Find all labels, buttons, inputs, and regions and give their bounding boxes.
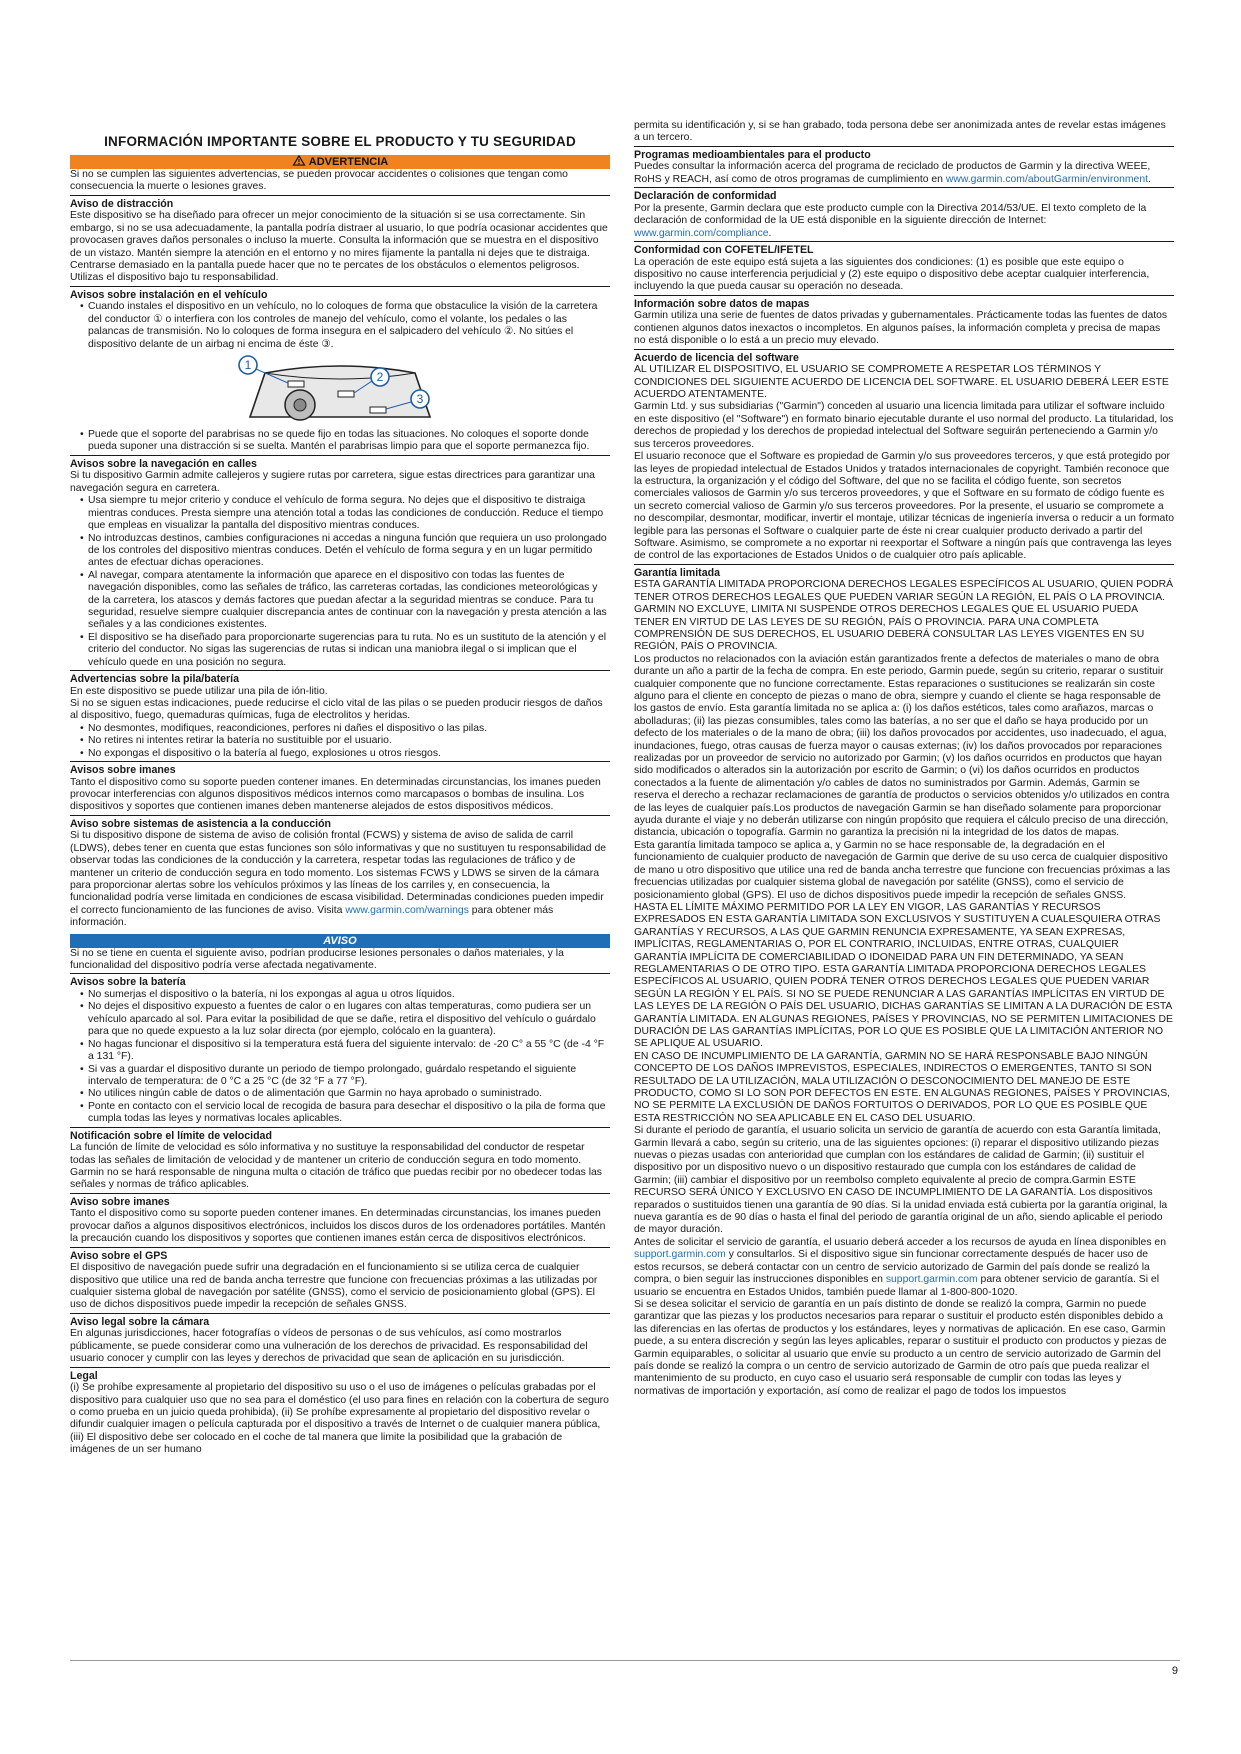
right-column [634,120,1174,1398]
warranty-p4-a: Antes de solicitar el servicio de garantía, el usuario deberá acceder a los recursos de ayuda en línea disponibles en [634,1236,1166,1248]
nav-item: • No introduzcas destinos, cambies configuraciones ni accedas a ninguna función que requiera un uso prolongado de los controles del dispositivo mientras conduces. Detén el vehículo de forma segura y en un lugar permitido antes de efectuar dichas operaciones. [88,533,610,570]
legal-text: (i) Se prohíbe expresamente al propietario del dispositivo su uso o el uso de imágenes o películas grabadas por el dispositivo para cualquier uso que no sea para el doméstico (el uso para fines en relación con la cobertura de seguro o como prueba en un juicio queda prohibida), (ii) Se prohíbe expresamente al propietario del dispositivo revelar o difundir cualquier imagen o película capturada por el dispositivo a través de Internet o de cualquier manera pública, (iii) El dispositivo debe ser colocado en el coche de tal manera que limite la posibilidad que la grabación de imágenes de un ser humano [70,1382,609,1456]
battery-notice-item: • Si vas a guardar el dispositivo durante un periodo de tiempo prolongado, guárdalo respetando el siguiente intervalo de temperatura: de 0 °C a 25 °C (de 32 °F a 77 °F). [88,1064,610,1089]
notice-banner: AVISO [70,934,610,948]
warnings-link[interactable]: www.garmin.com/warnings [345,904,469,916]
license-paragraph-1: Garmin Ltd. y sus subsidiarias ("Garmin") conceden al usuario una licencia limitada para utilizar el software incluido en este dispositivo (el "Software") en formato binario ejecutable durante el uso normal del producto. La titularidad, los derechos de propiedad y los derechos de propiedad intelectual del Software seguirán perteneciendo a Garmin y/o sus terceros proveedores. [634,401,1174,450]
license-caps: AL UTILIZAR EL DISPOSITIVO, EL USUARIO SE COMPROMETE A RESPETAR LOS TÉRMINOS Y CONDICIONES DEL SIGUIENTE ACUERDO DE LICENCIA DEL SOFTWARE. EL USUARIO DEBERÁ LEER ESTE ACUERDO ATENTAMENTE. [634,364,1169,401]
magnets-warning-heading: Avisos sobre imanes [70,764,176,776]
assist-body: Si tu dispositivo dispone de sistema de aviso de colisión frontal (FCWS) y sistema de aviso de salida de carril (LDWS), debes tener en cuenta que estas funciones son sólo informativas y que no sustituyen tu responsabilidad de observar todas las condiciones de la conducción y la carretera, respetar todas las regulaciones de tráfico y de mantener un criterio de conducción segura en todo momento. Los sistemas FCWS y LDWS se sirven de la cámara para proporcionar alertas sobre los vehículos próximos y las líneas de los carriles y, en consecuencia, la funcionalidad podría verse limitada en condiciones de escasa visibilidad. Determinadas condiciones pueden impedir el correcto funcionamiento de las funciones de aviso. Visita [70,830,607,916]
magnets-notice-text: Tanto el dispositivo como su soporte pueden contener imanes. En determinadas circunstancias, los imanes pueden provocar daños a algunos dispositivos electrónicos, incluidos los discos duros de los ordenadores portátiles. Mantén la precaución cuando los dispositivos y soportes que contienen imanes están cerca de dispositivos electrónicos. [70,1208,610,1247]
camera-heading: Aviso legal sobre la cámara [70,1315,210,1328]
nav-item: • El dispositivo se ha diseñado para proporcionarte sugerencias para tu ruta. No es un sustituto de la atención y el criterio del conductor. No sigas las sugerencias de rutas si indican una maniobra ilegal o si implican que el vehículo quede en una posición no segura. [88,632,610,669]
warranty-p4-b: y consultarlos. Si el dispositivo sigue sin funcionar correctamente después de hacer uso de estos recursos, se deberá contactar con un centro de servicio autorizado de Garmin del país donde se realizó la compra, o bien seguir las instrucciones disponibles en [634,1249,1150,1286]
battery-notice-item: • No sumerjas el dispositivo o la batería, ni los expongas al agua u otros líquidos. [88,989,610,1001]
warranty-caps-1: ESTA GARANTÍA LIMITADA PROPORCIONA DERECHOS LEGALES ESPECÍFICOS AL USUARIO, QUIEN PODRÁ TENER OTROS DERECHOS LEGALES QUE PUEDEN VARIAR SEGÚN LA REGIÓN, EL PAÍS O LA PROVINCIA. GARMIN NO EXCLUYE, LIMITA NI SUSPENDE OTROS DERECHOS LEGALES QUE EL USUARIO PUEDA TENER EN VIRTUD DE LAS LEYES DE SU REGIÓN, PAÍS O PROVINCIA. PARA UNA COMPLETA COMPRENSIÓN DE SUS DERECHOS, EL USUARIO DEBERÁ CONSULTAR LAS LEYES VIGENTES EN SU REGIÓN, PAÍS O PROVINCIA. [634,579,1174,653]
battery-warning-item: • No desmontes, modifiques, reacondiciones, perfores ni dañes el dispositivo o las pilas. [88,723,610,735]
warning-banner [70,155,610,169]
support-link-2[interactable]: support.garmin.com [885,1274,978,1286]
nav-item: • Al navegar, compara atentamente la información que aparece en el dispositivo con todas las fuentes de navegación disponibles, como las señales de tráfico, las carreteras cortadas, las condiciones meteorológicas y de la carretera, los atascos y demás factores que puedan afectar a la seguridad mientras se conduce. Para tu seguridad, resuelve siempre cualquier discrepancia antes de continuar con la navegación y presta atención a las señales y a las condiciones existentes. [88,570,610,632]
conformity-tail: . [768,227,772,239]
map-data-heading: Información sobre datos de mapas [634,297,810,310]
gps-heading: Aviso sobre el GPS [70,1249,168,1262]
install-heading: Avisos sobre instalación en el vehículo [70,288,268,301]
cofetel-text: La operación de este equipo está sujeta a las siguientes dos condiciones: (1) es posible que este equipo o dispositivo no cause interferencia perjudicial y (2) este equipo o dispositivo debe aceptar cualquier interferencia, incluyendo la que pueda causar su operación no deseada. [634,257,1174,296]
environment-text [634,161,1174,188]
battery-notice-list [70,989,610,1127]
warranty-paragraph-5: Si se desea solicitar el servicio de garantía en un país distinto de donde se realizó la compra, Garmin no puede garantizar que las piezas y los productos necesarios para reparar o sustituir el producto estén disponibles debido a las diferencias en las ofertas de productos y los estándares, leyes y normativas de aplicación. En ese caso, Garmin puede, a su entera discreción y según las leyes aplicables, reparar o sustituir el producto con productos y piezas de Garmin equiparables, o solicitar al usuario que envíe su producto a un centro de servicio autorizado de Garmin del país donde se realizó la compra o un centro de servicio autorizado de Garmin de otro país que pueda realizar el mantenimiento de su producto, en cuyo caso el usuario será responsable de cumplir con todas las leyes y normativas de importación y exportación, así como de realizar el pago de todos los impuestos [634,1298,1167,1397]
support-link-1[interactable]: support.garmin.com [634,1249,726,1261]
environment-heading: Programas medioambientales para el producto [634,148,871,161]
map-data-text: Garmin utiliza una serie de fuentes de datos privadas y gubernamentales. Prácticamente todas las fuentes de datos contienen algunos datos inexactos o incompletos. En algunos países, la información completa y precisa de mapas no está disponible o lo está a un precio muy elevado. [634,310,1174,349]
install-item-1: • Cuando instales el dispositivo en un vehículo, no lo coloques de forma que obstaculice la visión de la carretera del conductor ① o interfiera con los controles de manejo del vehículo, como el volante, los pedales o las palancas de transmisión. No lo coloques de forma insegura en el salpicadero del vehículo ②. No sitúes el dispositivo delante de un airbag ni encima de éste ③. [88,301,610,351]
battery-warning-intro-1: En este dispositivo se puede utilizar una pila de ión-litio. [70,685,328,697]
environment-tail: . [1147,173,1151,185]
install-item-2: • Puede que el soporte del parabrisas no se quede fijo en todas las situaciones. No coloques el soporte donde pueda suponer una distracción si se suelta. Mantén el parabrisas limpio para que el soporte permanezca fijo. [88,429,610,454]
conformity-body: Por la presente, Garmin declara que este producto cumple con la Directiva 2014/53/UE. El texto completo de la declaración de conformidad de la UE está disponible en la siguiente dirección de Internet: [634,202,1147,227]
battery-notice-heading: Avisos sobre la batería [70,976,186,989]
cofetel-heading: Conformidad con COFETEL/IFETEL [634,244,814,257]
battery-warning-item: • No expongas el dispositivo o la batería al fuego, explosiones u otros riesgos. [88,748,610,760]
compliance-link[interactable]: www.garmin.com/compliance [634,227,769,239]
distraction-heading: Aviso de distracción [70,197,174,210]
nav-item: • Usa siempre tu mejor criterio y conduce el vehículo de forma segura. No dejes que el dispositivo te distraiga mientras conduces. Presta siempre una atención total a todas las condiciones de conducción. Reduce el tiempo que empleas en visualizar la pantalla del dispositivo mientras conduces. [88,495,610,532]
assist-text [70,830,610,929]
figure-callout-1: 1 [244,358,252,373]
footer-divider [70,1660,1180,1661]
install-list-2 [70,429,610,456]
windshield-illustration [230,355,450,425]
conformity-heading: Declaración de conformidad [634,190,777,203]
nav-heading: Avisos sobre la navegación en calles [70,457,257,470]
warning-intro: Si no se cumplen las siguientes advertencias, se pueden provocar accidentes o colisiones que tengan como consecuencia la muerte o lesiones graves. [70,169,610,196]
environment-body: Puedes consultar la información acerca del programa de reciclado de productos de Garmin y la directiva WEEE, RoHS y REACH, así como de otros programas de cumplimiento en [634,161,1151,185]
warning-triangle-icon [292,155,306,166]
battery-warning-list [70,723,610,762]
battery-warning-heading: Advertencias sobre la pila/batería [70,672,239,685]
notice-intro: Si no se tiene en cuenta el siguiente aviso, podrían producirse lesiones personales o daños materiales, y la funcionalidad del dispositivo podría verse afectada negativamente. [70,948,610,975]
camera-text: En algunas jurisdicciones, hacer fotografías o vídeos de personas o de sus vehículos, así como mostrarlos públicamente, se puede considerar como una vulneración de los derechos de privacidad. Es responsabilidad del usuario conocer y cumplir con las leyes y derechos de privacidad que sean de aplicación en su jurisdicción. [70,1328,610,1367]
speed-limit-text: La función de límite de velocidad es sólo informativa y no sustituye la responsabilidad del conductor de respetar todas las señales de limitación de velocidad y de mantener un criterio de conducción segura en todo momento. Garmin no se hará responsable de ninguna multa o citación de tráfico que puedas recibir por no obedecer todas las señales y normas de tráfico aplicables. [70,1142,610,1194]
warranty-caps-2: HASTA EL LÍMITE MÁXIMO PERMITIDO POR LA LEY EN VIGOR, LAS GARANTÍAS Y RECURSOS EXPRESADOS EN ESTA GARANTÍA LIMITADA SON EXCLUSIVOS Y SUSTITUYEN A CUALESQUIERA OTRAS GARANTÍAS Y RECURSOS, A LAS QUE GARMIN RENUNCIA EXPRESAMENTE, YA SEAN EXPRESAS, IMPLÍCITAS, REGLAMENTARIAS O, POR EL CONTRARIO, INCLUIDAS, ENTRE OTRAS, CUALQUIER GARANTÍA IMPLÍCITA DE COMERCIABILIDAD O IDONEIDAD PARA UN FIN DETERMINADO, YA SEAN REGLAMENTARIAS O DE OTRO TIPO. ESTA GARANTÍA LIMITADA PROPORCIONA DERECHOS LEGALES ESPECÍFICOS AL USUARIO, QUIEN PODRÁ TENER OTROS DERECHOS LEGALES QUE PUEDEN VARIAR SEGÚN LA REGIÓN Y EL PAÍS. SI NO SE PUEDE RENUNCIAR A LAS GARANTÍAS IMPLÍCITAS EN VIRTUD DE LAS LEYES DE LA REGIÓN O PAÍS DEL USUARIO, DICHAS GARANTÍAS SE LIMITAN A LA DURACIÓN DE ESTA GARANTÍA LIMITADA. EN ALGUNAS REGIONES, PAÍSES Y PROVINCIAS, NO SE PERMITEN LIMITACIONES DE DURACIÓN DE LAS GARANTÍAS IMPLÍCITAS, POR LO QUE ES POSIBLE QUE LA LIMITACIÓN ANTERIOR NO SE APLIQUE AL USUARIO. [634,901,1173,1050]
distraction-text: Este dispositivo se ha diseñado para ofrecer un mejor conocimiento de la situación si se usa correctamente. Sin embargo, si no se usa adecuadamente, la pantalla podría distraer al usuario, lo que podría ocasionar accidentes que provocasen graves daños personales o incluso la muerte. Consulta la información que se muestra en el dispositivo de un vistazo. Mantén siempre la atención en el entorno y no mires fijamente la pantalla ni dejes que te distraiga. Centrarse demasiado en la pantalla puede hacer que no te percates de los obstáculos o elementos peligrosos. Utilizas el dispositivo bajo tu responsabilidad. [70,210,610,286]
figure-callout-2: 2 [376,370,384,385]
manual-page [70,120,1180,1675]
conformity-text [634,203,1174,242]
legal-heading: Legal [70,1369,98,1382]
assist-heading: Aviso sobre sistemas de asistencia a la conducción [70,817,332,830]
battery-warning-item: • No retires ni intentes retirar la batería no sustituible por el usuario. [88,735,610,747]
warranty-paragraph-1: Los productos no relacionados con la aviación están garantizados frente a defectos de materiales o mano de obra durante un año a partir de la fecha de compra. En este periodo, Garmin puede, según su criterio, reparar o sustituir cualquier componente que no funcione correctamente. Estas reparaciones o sustituciones se realizarán sin coste alguno para el cliente en concepto de piezas o mano de obra, siempre y cuando el cliente se haga responsable de los gastos de envío. Esta garantía limitada no se aplica a: (i) los daños estéticos, tales como arañazos, marcas o abolladuras; (ii) las piezas consumibles, tales como las baterías, a no ser que el daño se haya producido por un defecto de los materiales o de la mano de obra; (iii) los daños provocados por accidentes, uso inadecuado, el agua, inundaciones, fuego, otras causas de fuerza mayor o causas externas; (iv) los daños provocados por reparaciones realizadas por un proveedor de servicio no autorizado por Garmin; (v) los daños ocurridos en productos que hayan sido modificados o alterados sin la autorización por escrito de Garmin; o (vi) los daños ocurridos en productos conectados a la fuente de alimentación y/o cables de datos no suministrados por Garmin. Además, Garmin se reserva el derecho a rechazar reclamaciones de garantía de productos o servicios obtenidos y/o utilizados en contra de las leyes de cualquier país.Los productos de navegación Garmin se han diseñado solamente para proporcionar ayuda durante el viaje y no deberán utilizarse con ningún propósito que requiera el cálculo preciso de una dirección, distancia, ubicación o topografía. Garmin no garantiza la precisión ni la integridad de los datos de mapas. [634,653,1170,839]
legal-continued: permita su identificación y, si se han grabado, toda persona debe ser anonimizada antes de revelar estas imágenes a un tercero. [634,120,1174,147]
warranty-paragraph-4 [634,1237,1174,1299]
warranty-p4-c: para obtener servicio de garantía. Si el usuario se encuentra en Estados Unidos, también puede llamar al 1-800-800-1020. [634,1274,1160,1298]
left-column [70,154,610,1457]
page-title: INFORMACIÓN IMPORTANTE SOBRE EL PRODUCTO Y TU SEGURIDAD [104,134,576,149]
warranty-heading: Garantía limitada [634,566,720,579]
warning-banner-label: ADVERTENCIA [308,156,389,168]
windshield-mount-figure [70,355,610,425]
warranty-paragraph-3: Si durante el periodo de garantía, el usuario solicita un servicio de garantía de acuerdo con esta Garantía limitada, Garmin llevará a cabo, según su criterio, una de las siguientes opciones: (i) reparar el dispositivo utilizando piezas nuevas o piezas usadas con anterioridad que cumplan con los estándares de calidad de Garmin; (ii) sustituir el dispositivo por un dispositivo nuevo o un dispositivo restaurado que cumpla con los estándares de calidad de Garmin; (iii) cambiar el dispositivo por un reembolso completo equivalente al precio de compra.Garmin ESTE RECURSO SERÁ ÚNICO Y EXCLUSIVO EN CASO DE INCUMPLIMIENTO DE LA GARANTÍA. Los dispositivos reparados o sustituidos tienen una garantía de 90 días. Si la unidad enviada está cubierta por la garantía original, la nueva garantía es de 90 días o hasta el final del periodo de garantía original de un año, siendo aplicable el periodo de mayor duración. [634,1125,1168,1236]
battery-notice-item: • Ponte en contacto con el servicio local de recogida de basura para desechar el dispositivo o la pila de forma que cumpla todas las leyes y normativas locales aplicables. [88,1101,610,1126]
magnets-notice-heading: Aviso sobre imanes [70,1195,170,1208]
install-list [70,301,610,351]
license-heading: Acuerdo de licencia del software [634,351,799,364]
battery-notice-item: • No hagas funcionar el dispositivo si la temperatura está fuera del siguiente intervalo: de -20 C° a 55 °C (de -4 °F a 131 °F). [88,1039,610,1064]
magnets-warning-text: Tanto el dispositivo como su soporte pueden contener imanes. En determinadas circunstancias, los imanes pueden provocar interferencias con algunos dispositivos médicos internos como marcapasos o bombas de insulina. Los dispositivos y soportes que contienen imanes deben mantenerse alejados de estos dispositivos médicos. [70,777,610,816]
license-paragraph-2: El usuario reconoce que el Software es propiedad de Garmin y/o sus proveedores terceros, y que está protegido por las leyes de propiedad intelectual de Estados Unidos y tratados internacionales de copyright. También reconoce que la estructura, la organización y el código del Software, del que no se facilita el código fuente, son secretos comerciales valiosos de Garmin y/o sus terceros proveedores, y que el Software en su formato de código fuente es un secreto comercial valioso de Garmin y/o sus terceros proveedores. Por la presente, el usuario se compromete a no descompilar, desmontar, modificar, invertir el montaje, utilizar técnicas de ingeniería inversa o reducir a un formato legible para las personas el Software o cualquier parte de éste ni crear cualquier producto derivado a partir del Software. Asimismo, se compromete a no exportar ni reexportar el Software a ningún país que contravenga las leyes de control de las exportaciones de Estados Unidos o de cualquier otro país aplicable. [634,451,1174,565]
battery-warning-intro-2: Si no se siguen estas indicaciones, puede reducirse el ciclo vital de las pilas o se pueden producir riesgos de daños al dispositivo, fuego, quemaduras químicas, fuga de electrolitos y heridas. [70,697,603,722]
warranty-paragraph-2: Esta garantía limitada tampoco se aplica a, y Garmin no se hace responsable de, la degradación en el funcionamiento de cualquier producto de navegación de Garmin que derive de su uso cerca de cualquier dispositivo de mano u otro dispositivo que utilice una red de banda ancha terrestre que funcione con frecuencias próximas a las frecuencias utilizadas por cualquier sistema global de navegación por satélite (GNSS), como el servicio de posicionamiento global (GPS). El uso de dichos dispositivos puede impedir la recepción de señales GNSS. [634,839,1171,901]
speed-limit-heading: Notificación sobre el límite de velocidad [70,1129,272,1142]
gps-text: El dispositivo de navegación puede sufrir una degradación en el funcionamiento si se utiliza cerca de cualquier dispositivo que utilice una red de banda ancha terrestre que funcione con frecuencias próximas a las utilizadas por cualquier sistema global de navegación por satélite (GNSS), como el servicio de posicionamiento global (GPS). El uso de dichos dispositivos puede impedir la recepción de señales GNSS. [70,1262,610,1314]
nav-intro: Si tu dispositivo Garmin admite callejeros y sugiere rutas por carretera, sigue estas directrices para garantizar una navegación segura en carretera. [70,470,595,494]
assist-tail: para obtener más información. [70,904,554,929]
figure-callout-3: 3 [416,392,424,407]
environment-link[interactable]: www.garmin.com/aboutGarmin/environment [945,173,1148,185]
battery-notice-item: • No utilices ningún cable de datos o de alimentación que Garmin no haya aprobado o suministrado. [88,1088,610,1100]
warranty-caps-3: EN CASO DE INCUMPLIMIENTO DE LA GARANTÍA, GARMIN NO SE HARÁ RESPONSABLE BAJO NINGÚN CONCEPTO DE LOS DAÑOS IMPREVISTOS, ESPECIALES, INDIRECTOS O EMERGENTES, TANTO SI SON RESULTADO DE LA UTILIZACIÓN, MALA UTILIZACIÓN O DESCONOCIMIENTO DEL MANEJO DE ESTE PRODUCTO, COMO SI LO SON POR DEFECTOS EN ESTE. EN ALGUNAS REGIONES, PAÍSES Y PROVINCIAS, NO SE PERMITE LA EXCLUSIÓN DE DAÑOS FORTUITOS O DERIVADOS, POR LO QUE ES POSIBLE QUE ESTA RESTRICCIÓN NO SEA APLICABLE EN EL CASO DEL USUARIO. [634,1050,1171,1124]
nav-list [70,495,610,671]
page-number: 9 [1171,1665,1178,1675]
battery-notice-item: • No dejes el dispositivo expuesto a fuentes de calor o en lugares con altas temperaturas, como pudiera ser un vehículo aparcado al sol. Para evitar la posibilidad de que se dañe, retira el dispositivo del vehículo o guárdalo para que no quede expuesto a la luz solar directa (por ejemplo, colócalo en la guantera). [88,1001,610,1038]
